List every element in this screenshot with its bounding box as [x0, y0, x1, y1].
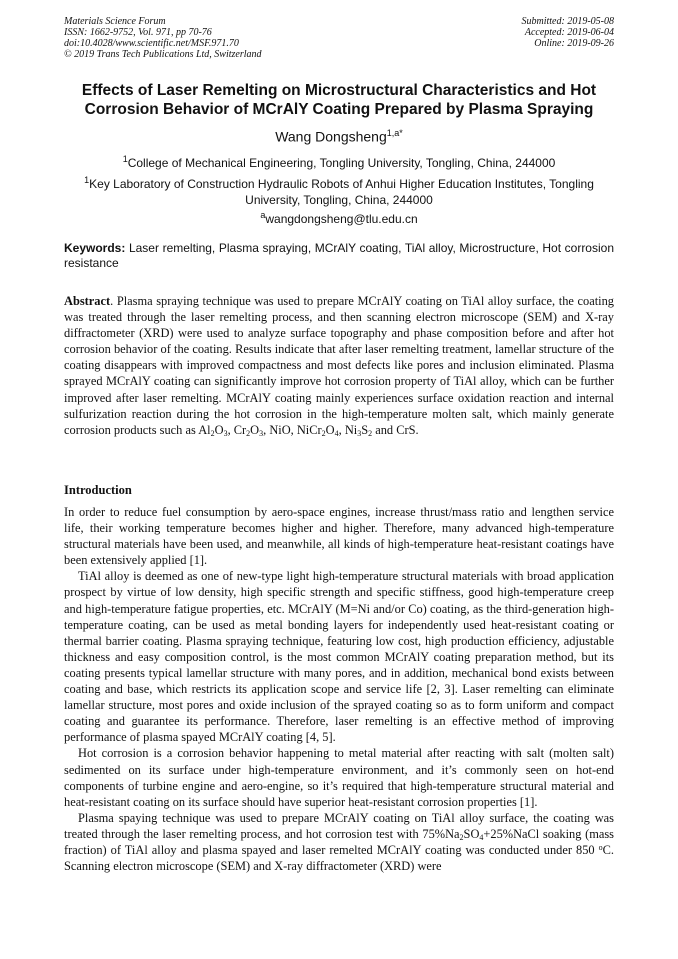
abstract-block: Abstract. Plasma spraying technique was used to prepare MCrAlY coating on TiAl alloy surface, the coating was treated through the laser remelting process, and then scanning electron microscope (SEM) and X-ray diffractometer (XRD) were used to analyze surface topography and phase composition before and after hot corrosion behavior of the coating. Results indicate that after laser remelting treatment, lamellar structure of the coating disappears with improved compactness and most defects like pores and inclusion eliminated. Plasma sprayed MCrAlY coating can significantly improve hot corrosion property of TiAl alloy, which can be further improved after laser remelting. MCrAlY coating mainly experiences surface oxidation reaction and internal sulfurization reaction during the hot corrosion in the high-temperature molten salt, which mainly generate corrosion products such as $Al_2O_3$, $Cr_2O_3$, NiO, $NiCr_2O_4$, $Ni_3S_2$ and CrS. [64, 294, 614, 438]
affiliation-2-sup: 1 [84, 175, 90, 185]
title-line-2: Corrosion Behavior of MCrAlY Coating Prepared by Plasma Spraying [84, 101, 594, 118]
issn-line: ISSN: 1662-9752, Vol. 971, pp 70-76 [64, 27, 212, 38]
email-sup: a [260, 210, 266, 220]
author-line [0, 124, 678, 146]
formula-al2o3: $Al_2O_3$ [198, 422, 228, 438]
journal-name: Materials Science Forum [64, 16, 166, 27]
abstract-end: and CrS. [372, 422, 419, 437]
formula-nio-nicr2o4: NiO, $NiCr_2O_4$ [269, 422, 339, 438]
journal-header-right [522, 16, 615, 49]
author-name: Wang Dongsheng [275, 128, 387, 145]
formula-ni3s2: $Ni_3S_2$ [344, 422, 373, 438]
intro-paragraph-3: Hot corrosion is a corrosion behavior happening to metal material after reacting with salt (molten salt) sedimented on its surface under high-temperature environment, and it’s commonly seen on hot-end components of turbine engine and aero-engine, so it’s required that high-temperature structural material and heat-resistant coating on its surface should have superior heat-resistant corrosion properties [1]. [64, 746, 614, 809]
copyright-line: © 2019 Trans Tech Publications Ltd, Switzerland [64, 49, 262, 60]
keywords-label: Keywords: [64, 241, 126, 255]
author-sup: 1,a* [386, 128, 403, 138]
formula-cr2o3: $Cr_2O_3$ [233, 422, 264, 438]
abstract-label: Abstract [64, 294, 111, 308]
email-address[interactable]: wangdongsheng@tlu.edu.cn [265, 212, 418, 226]
affiliation-2-text: Key Laboratory of Construction Hydraulic Robots of Anhui Higher Education Institutes, Tongling University, Tongling, China, 244000 [89, 177, 594, 207]
title-line-1: Effects of Laser Remelting on Microstructural Characteristics and Hot [81, 82, 597, 99]
accepted-date: Accepted: 2019-06-04 [524, 27, 614, 38]
affiliation-2 [60, 172, 618, 208]
paper-title [40, 81, 638, 119]
doi-line[interactable]: doi:10.4028/www.scientific.net/MSF.971.70 [64, 38, 239, 49]
affiliation-1 [60, 151, 618, 171]
keywords-block [64, 241, 614, 271]
affiliation-1-text: College of Mechanical Engineering, Tongling University, Tongling, China, 244000 [127, 156, 556, 170]
online-date: Online: 2019-09-26 [534, 38, 614, 49]
journal-header-left [64, 16, 262, 60]
email-line [60, 207, 618, 227]
intro-paragraph-2: TiAl alloy is deemed as one of new-type light high-temperature structural materials with broad application prospect by virtue of low density, high specific strength and specific stiffness, good high-temperature creep and high-temperature fatigue properties, etc. MCrAlY (M=Ni and/or Co) coating, as the third-generation high-temperature coating, can be used as metal bonding layers for independently used heat-resistant coating or thermal barrier coating. Plasma spraying technique, featuring low cost, high production efficiency, adjustable thickness and easy composition control, is the most common MCrAlY coating preparation method, but its coating presents typical lamellar structure with many pores, and in addition, mechanical bond exists between coating and base, which restricts its application scope and service life [2, 3]. Laser remelting can eliminate lamellar structure, most pores and oxide inclusion of the sprayed coating so as to form uniform and compact coating and guarantee its performance. Therefore, laser remelting is an effective method of improving performance of plasma spayed MCrAlY coating [4, 5]. [64, 569, 614, 745]
intro-paragraph-1: In order to reduce fuel consumption by aero-space engines, increase thrust/mass ratio and lengthen service life, their working temperature becomes higher and higher. Therefore, many advanced high-temperature structural materials have been used, and meanwhile, all kinds of high-temperature heat-resistant coatings have been extensively applied [1]. [64, 505, 614, 568]
submitted-date: Submitted: 2019-05-08 [521, 16, 614, 27]
introduction-heading: Introduction [64, 483, 132, 497]
abstract-text: . Plasma spraying technique was used to prepare MCrAlY coating on TiAl alloy surface, the coating was treated through the laser remelting process, and then scanning electron microscope (SEM) and X-ray diffractometer (XRD) were used to analyze surface topography and phase composition before and after hot corrosion behavior of the coating. Results indicate that after laser remelting treatment, lamellar structure of the coating disappears with improved compactness and most defects like pores and inclusion eliminated. Plasma sprayed MCrAlY coating can significantly improve hot corrosion property of TiAl alloy, which can be further improved after laser remelting. MCrAlY coating mainly experiences surface oxidation reaction and internal sulfurization reaction during the hot corrosion in the high-temperature molten salt, which mainly generate corrosion products such as [64, 294, 614, 437]
introduction-body [64, 504, 614, 874]
affiliation-1-sup: 1 [122, 154, 128, 164]
intro-paragraph-4: Plasma spaying technique was used to prepare MCrAlY coating on TiAl alloy surface, the coating was treated through the laser remelting process, and hot corrosion test with $75\%Na_2SO_4+25\%NaCl$ soaking (mass fraction) of TiAl alloy and plasma spayed and laser remelted MCrAlY coating was conducted under 850 $^o$C. Scanning electron microscope (SEM) and X-ray diffractometer (XRD) were [64, 810, 614, 874]
keywords-text: Laser remelting, Plasma spraying, MCrAlY coating, TiAl alloy, Microstructure, Hot corrosion resistance [64, 241, 614, 270]
